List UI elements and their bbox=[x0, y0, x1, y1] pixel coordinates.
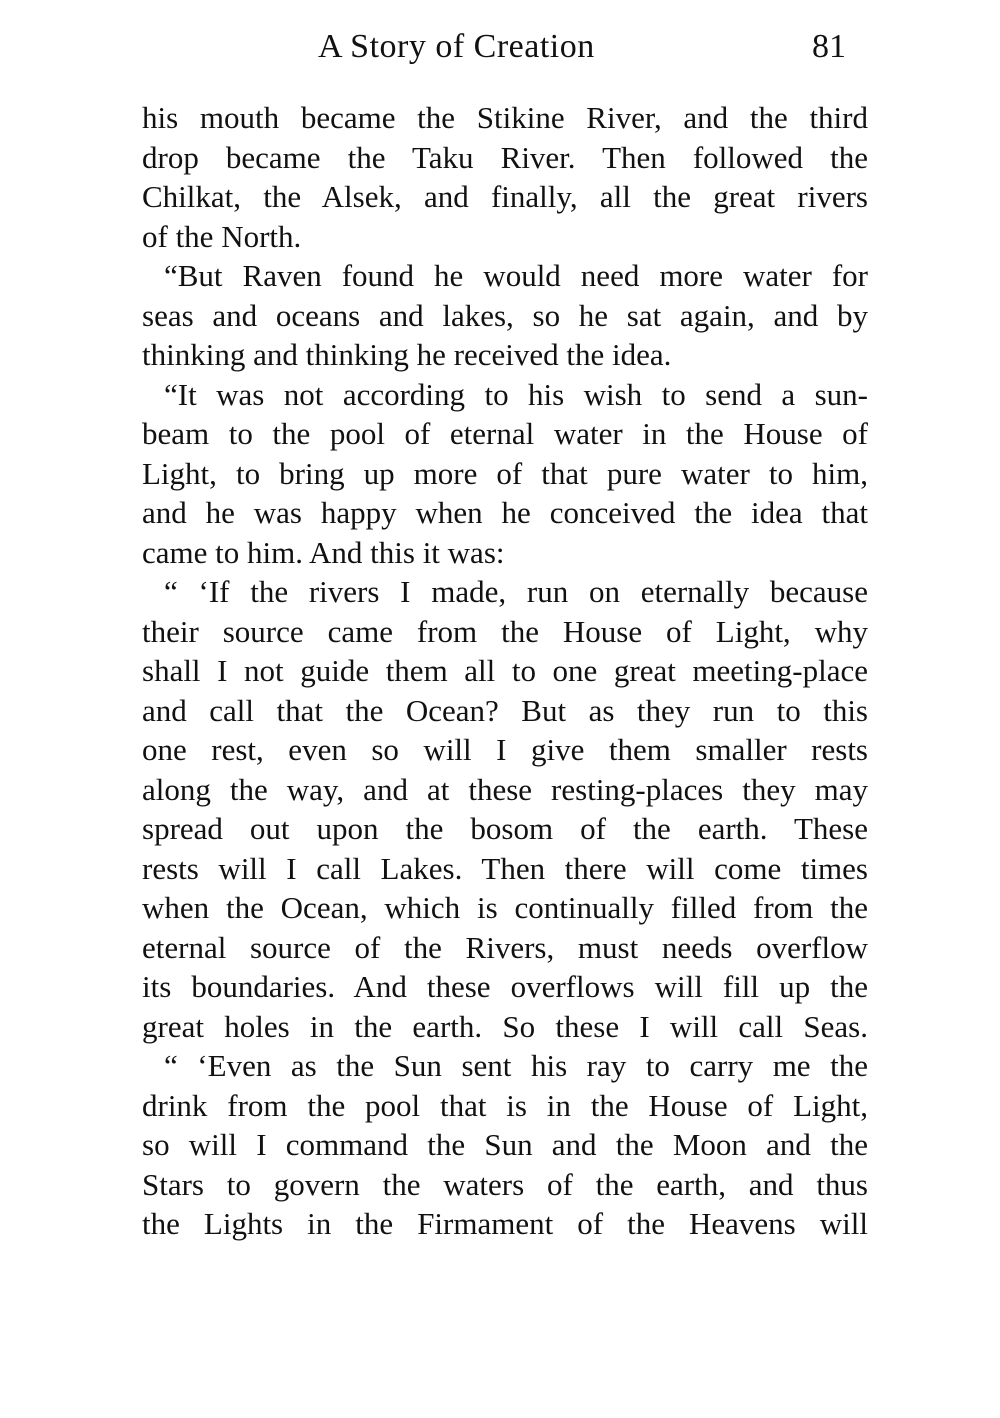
running-title: A Story of Creation bbox=[318, 28, 595, 65]
text-line: along the way, and at these resting-places they may bbox=[142, 771, 868, 807]
text-line: beam to the pool of eternal water in the House of bbox=[142, 416, 868, 451]
text-line: Stars to govern the waters of the earth, and thus bbox=[142, 1166, 868, 1202]
text-line: seas and oceans and lakes, so he sat again, and by bbox=[142, 297, 868, 333]
text-line: one rest, even so will I give them smaller rests bbox=[142, 732, 868, 767]
text-line: drink from the pool that is in the House of Light, bbox=[142, 1087, 868, 1123]
running-header bbox=[0, 28, 1000, 72]
text-line: shall I not guide them all to one great meeting-place bbox=[142, 653, 868, 688]
text-line: its boundaries. And these overflows will fill up the bbox=[142, 969, 868, 1004]
text-line: thinking and thinking he received the idea. bbox=[142, 337, 672, 372]
text-line: when the Ocean, which is continually filled from the bbox=[142, 890, 868, 925]
page-number: 81 bbox=[812, 28, 846, 65]
text-line: so will I command the Sun and the Moon and the bbox=[142, 1127, 868, 1162]
text-line: “It was not according to his wish to send a sun- bbox=[164, 376, 868, 412]
text-line: great holes in the earth. So these I will call Seas. bbox=[142, 1008, 868, 1044]
text-line: of the North. bbox=[142, 218, 302, 254]
text-line: Light, to bring up more of that pure water to him, bbox=[142, 455, 868, 491]
text-line: and he was happy when he conceived the idea that bbox=[142, 495, 868, 530]
text-line: the Lights in the Firmament of the Heavens will bbox=[142, 1206, 868, 1241]
text-line: “But Raven found he would need more water for bbox=[164, 258, 868, 293]
text-line: Chilkat, the Alsek, and finally, all the great rivers bbox=[142, 179, 868, 214]
text-line: eternal source of the Rivers, must needs overflow bbox=[142, 929, 868, 965]
text-line: drop became the Taku River. Then followed the bbox=[142, 139, 868, 175]
body-text bbox=[142, 98, 868, 1244]
text-line: “ ‘If the rivers I made, run on eternally because bbox=[164, 574, 868, 609]
text-line: came to him. And this it was: bbox=[142, 534, 505, 570]
text-line: and call that the Ocean? But as they run to this bbox=[142, 692, 868, 728]
text-line: rests will I call Lakes. Then there will come times bbox=[142, 850, 868, 886]
text-line: his mouth became the Stikine River, and the third bbox=[142, 100, 868, 135]
text-line: their source came from the House of Light, why bbox=[142, 613, 868, 649]
text-line: spread out upon the bosom of the earth. These bbox=[142, 811, 868, 846]
text-line: “ ‘Even as the Sun sent his ray to carry me the bbox=[164, 1048, 868, 1083]
